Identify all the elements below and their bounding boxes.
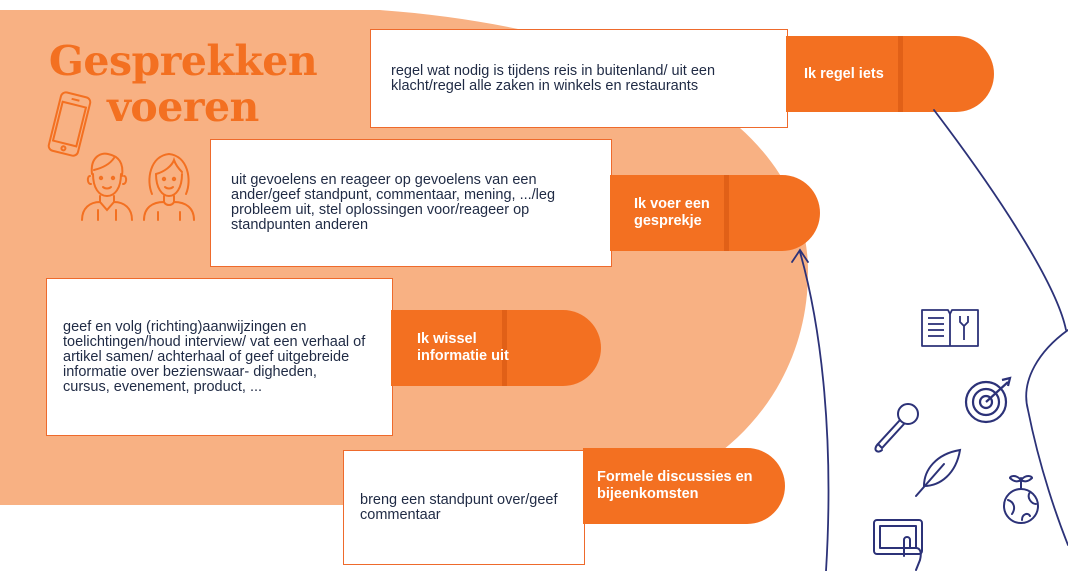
description-text-1: regel wat nodig is tijdens reis in buitenland/ uit een klacht/regel alle zaken in winkels en restaurants (391, 62, 716, 94)
target-icon (962, 374, 1018, 426)
pill-shade (898, 36, 903, 112)
description-text-2: uit gevoelens en reageer op gevoelens van een ander/geef standpunt, commentaar, mening, .../leg probleem uit, stel oplossingen voor/reageer op standpunten anderen (231, 172, 556, 233)
book-wrench-icon (918, 306, 982, 350)
description-box-2 (210, 139, 612, 267)
feather-icon (912, 446, 964, 498)
title-line-1: Gesprekken (48, 37, 318, 85)
pill-shade (724, 175, 729, 251)
category-label-3: Ik wissel informatie uit (417, 331, 509, 364)
category-label-1: Ik regel iets (804, 65, 884, 82)
description-text-4: breng een standpunt over/geef commentaar (360, 491, 558, 523)
category-label-2: Ik voer een gesprekje (634, 196, 710, 229)
category-pill-ik-voer-een-gesprekje (610, 175, 820, 251)
tablet-touch-icon (870, 516, 928, 571)
description-box-4 (343, 450, 585, 565)
boy-avatar-icon (78, 150, 136, 222)
globe-plant-icon (1000, 470, 1042, 526)
category-pill-formele-discussies (583, 448, 785, 524)
girl-avatar-icon (140, 150, 198, 222)
title-line-2: voeren (107, 83, 259, 131)
category-pill-ik-wissel-informatie-uit (391, 310, 601, 386)
description-text-3: geef en volg (richting)aanwijzingen en toelichtingen/houd interview/ vat een verhaal of artikel samen/ achterhaal of geef uitgebreide informatie over bezienswaar- digheden, cursus, evenement, product, ... (63, 318, 366, 395)
category-pill-ik-regel-iets (786, 36, 994, 112)
category-label-4: Formele discussies en bijeenkomsten (597, 469, 753, 502)
description-box-3 (46, 278, 393, 436)
description-box-1 (370, 29, 788, 128)
